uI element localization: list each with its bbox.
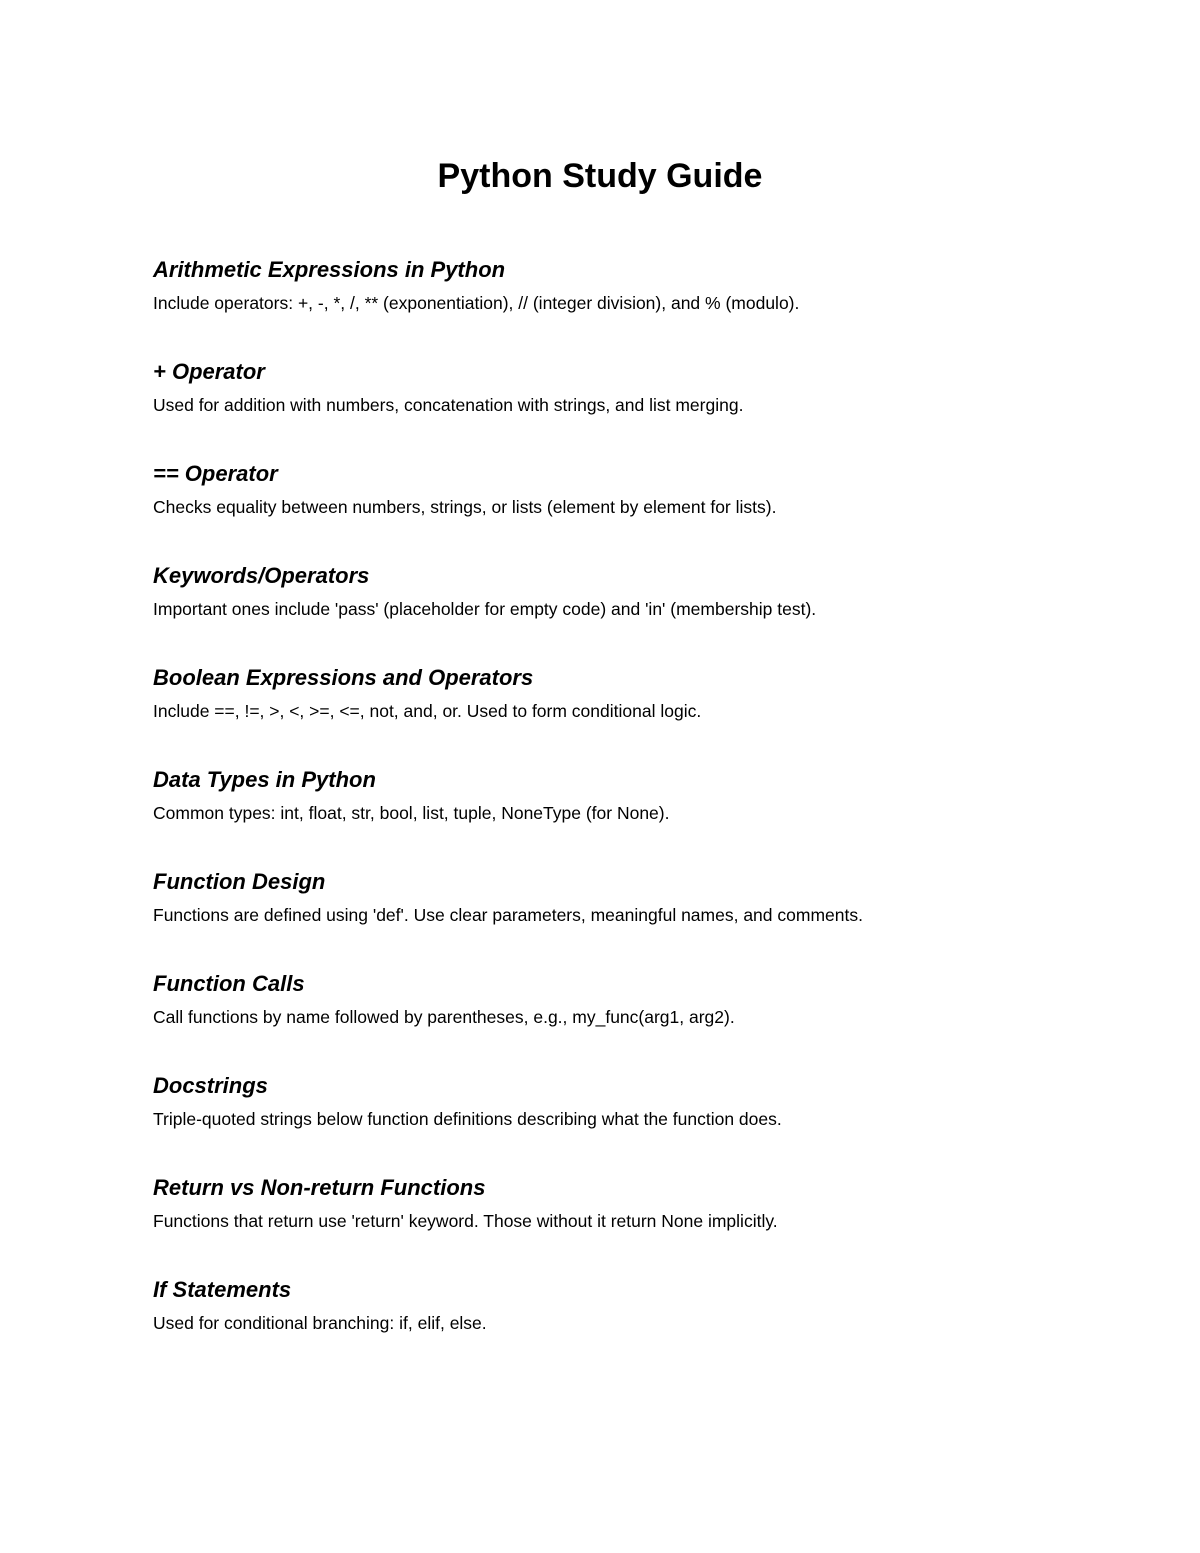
section-body: Important ones include 'pass' (placeholder for empty code) and 'in' (membership test).	[153, 599, 817, 619]
section-heading: == Operator	[153, 461, 278, 486]
section-body: Used for addition with numbers, concatenation with strings, and list merging.	[153, 395, 744, 415]
section-keywords-operators	[153, 561, 1113, 663]
section-body: Triple-quoted strings below function definitions describing what the function does.	[153, 1109, 782, 1129]
section-boolean-expressions	[153, 663, 1113, 765]
section-body: Common types: int, float, str, bool, list, tuple, NoneType (for None).	[153, 803, 670, 823]
section-data-types	[153, 765, 1113, 867]
section-heading: + Operator	[153, 359, 265, 384]
section-body: Functions that return use 'return' keyword. Those without it return None implicitly.	[153, 1211, 778, 1231]
section-list	[153, 255, 1113, 1377]
section-docstrings	[153, 1071, 1113, 1173]
section-heading: Docstrings	[153, 1073, 268, 1098]
section-heading: Data Types in Python	[153, 767, 376, 792]
section-body: Functions are defined using 'def'. Use clear parameters, meaningful names, and comments.	[153, 905, 863, 925]
section-body: Used for conditional branching: if, elif, else.	[153, 1313, 487, 1333]
section-equality-operator	[153, 459, 1113, 561]
section-function-calls	[153, 969, 1113, 1071]
section-arithmetic-expressions	[153, 255, 1113, 357]
section-heading: Arithmetic Expressions in Python	[153, 257, 506, 282]
section-plus-operator	[153, 357, 1113, 459]
section-heading: Boolean Expressions and Operators	[153, 665, 534, 690]
section-heading: Keywords/Operators	[153, 563, 370, 588]
section-if-statements	[153, 1275, 1113, 1377]
section-body: Include operators: +, -, *, /, ** (exponentiation), // (integer division), and % (modulo).	[153, 293, 800, 313]
section-body: Call functions by name followed by parentheses, e.g., my_func(arg1, arg2).	[153, 1007, 735, 1027]
section-heading: Function Design	[153, 869, 326, 894]
section-heading: If Statements	[153, 1277, 292, 1302]
section-return-functions	[153, 1173, 1113, 1275]
document-title: Python Study Guide	[437, 157, 763, 195]
section-body: Include ==, !=, >, <, >=, <=, not, and, or. Used to form conditional logic.	[153, 701, 702, 721]
section-heading: Function Calls	[153, 971, 305, 996]
section-body: Checks equality between numbers, strings, or lists (element by element for lists).	[153, 497, 777, 517]
section-function-design	[153, 867, 1113, 969]
section-heading: Return vs Non-return Functions	[153, 1175, 486, 1200]
